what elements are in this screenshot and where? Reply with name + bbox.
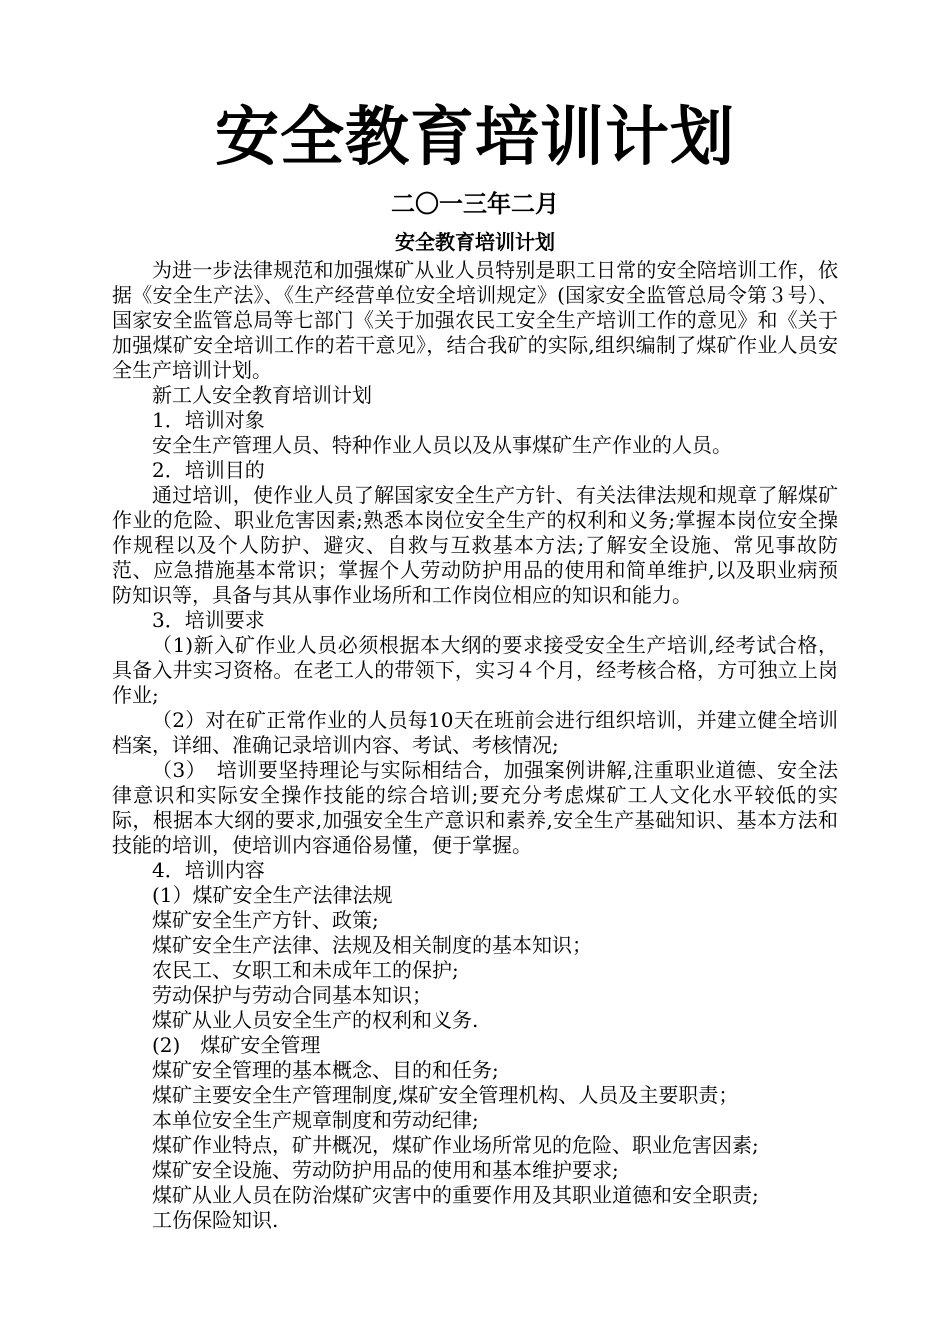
list-item: 劳动保护与劳动合同基本知识； <box>152 983 432 1007</box>
list-item: 煤矿安全设施、劳动防护用品的使用和基本维护要求; <box>152 1158 619 1182</box>
intro-paragraph: 为进一步法律规范和加强煤矿从业人员特别是职工日常的安全陪培训工作，依据《安全生产法》、《生产经营单位安全培训规定》(国家安全监管总局令第３号）、国家安全监管总局等七部门《关于加强农民工安全生产培训工作的意见》和《关于加强煤矿安全培训工作的若干意见》，结合我矿的实际,组织编制了煤矿作业人员安全生产培训计划。 <box>112 258 838 382</box>
content-sub2-heading: (2) 煤矿安全管理 <box>152 1033 321 1057</box>
list-item: 煤矿安全生产方针、政策; <box>152 908 379 932</box>
list-item: 煤矿作业特点，矿井概况，煤矿作业场所常见的危险、职业危害因素; <box>152 1133 759 1157</box>
document-body <box>112 258 838 1233</box>
list-item: 煤矿主要安全生产管理制度,煤矿安全管理机构、人员及主要职责； <box>152 1083 739 1107</box>
document-title: 安全教育培训计划 <box>215 101 735 175</box>
requirement-item-3: （3） 培训要坚持理论与实际相结合，加强案例讲解,注重职业道德、安全法律意识和实际安全操作技能的综合培训;要充分考虑煤矿工人文化水平较低的实际，根据本大纲的要求,加强安全生产意识和素养,安全生产基础知识、基本方法和技能的培训，使培训内容通俗易懂，便于掌握。 <box>112 758 838 857</box>
training-target-heading: 1．培训对象 <box>152 408 265 432</box>
training-purpose-text: 通过培训，使作业人员了解国家安全生产方针、有关法律法规和规章了解煤矿作业的危险、职业危害因素;熟悉本岗位安全生产的权利和义务;掌握本岗位安全操作规程以及个人防护、避灾、自救与互救基本方法;了解安全设施、常见事故防范、应急措施基本常识；掌握个人劳动防护用品的使用和简单维护,以及职业病预防知识等，具备与其从事作业场所和工作岗位相应的知识和能力。 <box>112 483 838 607</box>
training-requirements-heading: 3．培训要求 <box>152 608 265 632</box>
content-sub1-heading: (1）煤矿安全生产法律法规 <box>152 883 393 907</box>
training-content-heading: 4．培训内容 <box>152 858 265 882</box>
training-purpose-heading: 2．培训目的 <box>152 458 265 482</box>
document-subtitle: 安全教育培训计划 <box>395 230 555 254</box>
requirement-item-1: （1)新入矿作业人员必须根据本大纲的要求接受安全生产培训,经考试合格，具备入井实习资格。在老工人的带领下，实习４个月，经考核合格，方可独立上岗作业; <box>112 633 838 707</box>
section-heading: 新工人安全教育培训计划 <box>152 383 372 407</box>
requirement-item-2: （2）对在矿正常作业的人员每10天在班前会进行组织培训，并建立健全培训档案，详细、准确记录培训内容、考试、考核情况; <box>112 708 838 757</box>
list-item: 煤矿从业人员在防治煤矿灾害中的重要作用及其职业道德和安全职责; <box>152 1183 759 1207</box>
training-target-text: 安全生产管理人员、特种作业人员以及从事煤矿生产作业的人员。 <box>152 433 732 457</box>
document-date: 二〇一三年二月 <box>391 190 559 218</box>
list-item: 工伤保险知识. <box>152 1208 279 1232</box>
list-item: 农民工、女职工和未成年工的保护; <box>152 958 459 982</box>
list-item: 煤矿从业人员安全生产的权利和义务. <box>152 1008 479 1032</box>
document-page <box>112 90 838 1233</box>
list-item: 煤矿安全管理的基本概念、目的和任务; <box>152 1058 499 1082</box>
list-item: 煤矿安全生产法律、法规及相关制度的基本知识； <box>152 933 592 957</box>
list-item: 本单位安全生产规章制度和劳动纪律; <box>152 1108 479 1132</box>
